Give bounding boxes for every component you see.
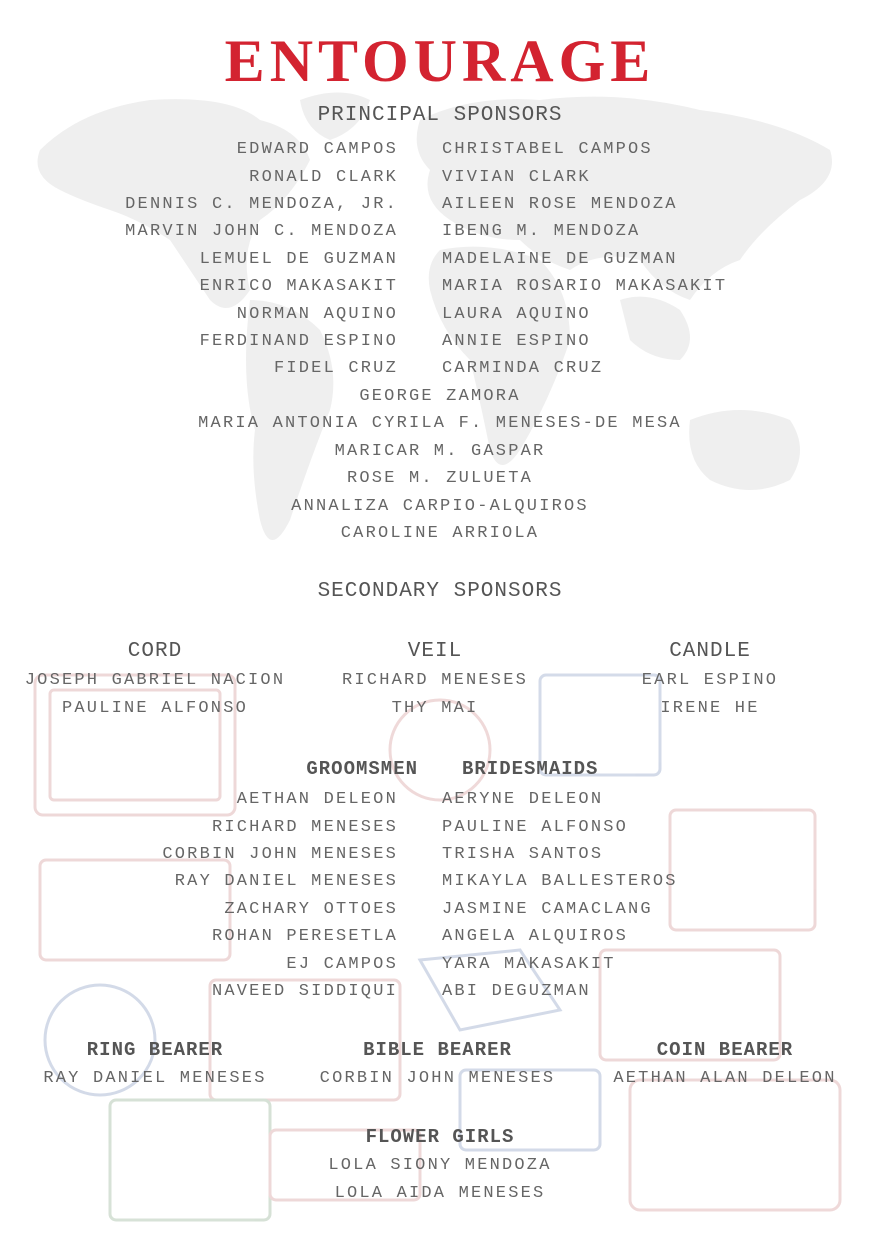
principal-sponsors-heading: PRINCIPAL SPONSORS (317, 104, 563, 127)
sponsor-name: EDWARD CAMPOS (236, 140, 398, 160)
bridesmaid-name: ABI DEGUZMAN (442, 981, 591, 1001)
sponsor-name: ENRICO MAKASAKIT (199, 277, 398, 297)
sponsor-name: JOSEPH GABRIEL NACION (24, 671, 286, 690)
flower-girl-name: LOLA AIDA MENESES (334, 1184, 546, 1203)
sponsor-name: EARL ESPINO (641, 671, 779, 690)
groomsman-name: ROHAN PERESETLA (211, 927, 398, 947)
groomsman-name: EJ CAMPOS (286, 954, 398, 974)
sponsor-name: DENNIS C. MENDOZA, JR. (125, 194, 398, 214)
sponsor-name: CAROLINE ARRIOLA (340, 523, 540, 543)
party-row (0, 950, 880, 977)
candle-heading: CANDLE (669, 640, 751, 663)
wedding-party-list (0, 786, 880, 1005)
sponsor-name: LAURA AQUINO (442, 304, 591, 324)
party-row (0, 841, 880, 868)
bridesmaid-name: JASMINE CAMACLANG (442, 899, 653, 919)
sponsor-pair-row (0, 355, 880, 382)
sponsor-pair-row (0, 246, 880, 273)
party-row (0, 868, 880, 895)
sponsor-name: VIVIAN CLARK (442, 167, 591, 187)
sponsor-name: MARICAR M. GASPAR (334, 441, 546, 461)
sponsor-name: MADELAINE DE GUZMAN (442, 249, 678, 269)
sponsor-name: RONALD CLARK (249, 167, 398, 187)
sponsor-name: IBENG M. MENDOZA (442, 222, 641, 242)
bridesmaid-name: AERYNE DELEON (442, 790, 604, 810)
cord-sponsors (0, 637, 310, 723)
ring-bearer-name: RAY DANIEL MENESES (43, 1069, 267, 1088)
sponsor-pair-row (0, 163, 880, 190)
party-row (0, 786, 880, 813)
flower-girl-name: LOLA SIONY MENDOZA (328, 1156, 552, 1175)
groomsman-name: CORBIN JOHN MENESES (162, 844, 398, 864)
party-row (0, 813, 880, 840)
sponsor-name: MARIA ROSARIO MAKASAKIT (442, 277, 728, 297)
veil-sponsors (310, 637, 560, 723)
bible-bearer-block (300, 1035, 575, 1093)
sponsor-pair-row (0, 136, 880, 163)
sponsor-name: RICHARD MENESES (341, 671, 529, 690)
groomsman-name: RICHARD MENESES (211, 817, 398, 837)
sponsor-name: FIDEL CRUZ (273, 359, 398, 379)
flower-girls-heading: FLOWER GIRLS (365, 1126, 515, 1148)
sponsor-pair-row (0, 300, 880, 327)
coin-bearer-name: AETHAN ALAN DELEON (613, 1069, 837, 1088)
groomsman-name: AETHAN DELEON (236, 790, 398, 810)
sponsor-pair-row (0, 191, 880, 218)
groomsmen-heading: GROOMSMEN (306, 758, 418, 780)
bridesmaid-name: MIKAYLA BALLESTEROS (442, 872, 678, 892)
candle-sponsors (570, 637, 850, 723)
groomsman-name: NAVEED SIDDIQUI (211, 981, 398, 1001)
sponsor-name: MARIA ANTONIA CYRILA F. MENESES-DE MESA (198, 414, 682, 434)
sponsor-name: GEORGE ZAMORA (359, 387, 521, 406)
ring-bearer-block (0, 1035, 310, 1093)
sponsor-name: CARMINDA CRUZ (442, 359, 604, 379)
sponsor-name: PAULINE ALFONSO (61, 699, 249, 718)
bible-bearer-heading: BIBLE BEARER (363, 1039, 512, 1061)
sponsor-name: ANNIE ESPINO (442, 331, 591, 351)
page-title: ENTOURAGE (224, 28, 656, 94)
sponsor-name: THY MAI (391, 699, 479, 718)
party-row (0, 896, 880, 923)
sponsor-name: MARVIN JOHN C. MENDOZA (125, 222, 398, 242)
sponsor-pair-row (0, 328, 880, 355)
sponsor-name: CHRISTABEL CAMPOS (442, 140, 653, 160)
party-row (0, 978, 880, 1005)
sponsor-pair-row (0, 273, 880, 300)
coin-bearer-block (590, 1035, 860, 1093)
bridesmaids-heading: BRIDESMAIDS (462, 758, 599, 780)
bridesmaid-name: ANGELA ALQUIROS (442, 927, 629, 947)
cord-heading: CORD (127, 640, 183, 663)
party-row (0, 923, 880, 950)
sponsor-name: LEMUEL DE GUZMAN (199, 249, 398, 269)
sponsor-name: FERDINAND ESPINO (199, 331, 398, 351)
bible-bearer-name: CORBIN JOHN MENESES (319, 1069, 556, 1088)
principal-sponsor-pairs (0, 136, 880, 383)
bridesmaid-name: TRISHA SANTOS (442, 844, 604, 864)
sponsor-name: ROSE M. ZULUETA (346, 469, 534, 489)
ring-bearer-heading: RING BEARER (86, 1039, 224, 1061)
secondary-sponsors-heading: SECONDARY SPONSORS (317, 580, 563, 603)
coin-bearer-heading: COIN BEARER (656, 1039, 794, 1061)
veil-heading: VEIL (407, 640, 463, 663)
groomsman-name: RAY DANIEL MENESES (174, 872, 398, 892)
sponsor-pair-row (0, 218, 880, 245)
bridesmaid-name: PAULINE ALFONSO (442, 817, 629, 837)
flower-girls-block (0, 1122, 880, 1208)
bridesmaid-name: YARA MAKASAKIT (442, 954, 616, 974)
sponsor-name: AILEEN ROSE MENDOZA (442, 194, 678, 214)
sponsor-name: NORMAN AQUINO (236, 304, 398, 324)
sponsor-name: ANNALIZA CARPIO-ALQUIROS (291, 496, 589, 516)
sponsor-name: IRENE HE (660, 699, 760, 718)
groomsman-name: ZACHARY OTTOES (224, 899, 398, 919)
principal-sponsor-singles (0, 383, 880, 547)
